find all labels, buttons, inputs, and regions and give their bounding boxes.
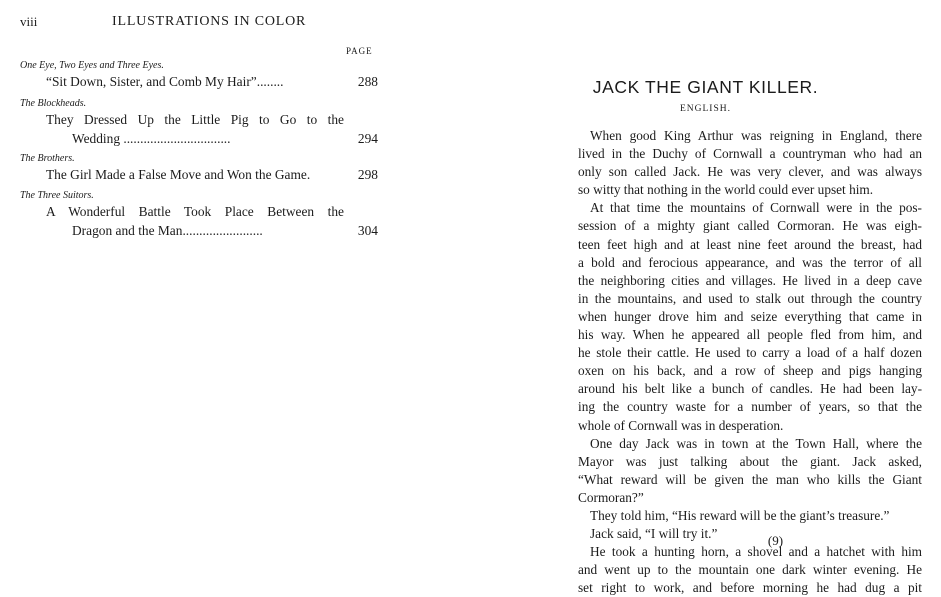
body-line: the neighboring cities and villages. He lived in a deep cave — [578, 272, 922, 288]
body-line: “What reward will be given the man who kills the Giant — [578, 471, 922, 487]
toc-entry — [20, 98, 380, 148]
toc-entry — [20, 153, 380, 184]
illustration-caption: The Girl Made a False Move and Won the Game. — [46, 167, 311, 182]
body-line: Cormoran?” — [578, 489, 644, 505]
page-number: 298 — [357, 167, 378, 182]
body-line: only son called Jack. He was very clever, and was always — [578, 164, 922, 180]
chapter-subtitle: ENGLISH. — [679, 104, 731, 114]
illustration-caption: “Sit Down, Sister, and Comb My Hair”........ — [46, 74, 284, 89]
illustration-line — [20, 202, 380, 221]
page-number: 288 — [357, 74, 378, 89]
body-line: and went up to the mountain one dark winter evening. He — [578, 562, 922, 578]
body-line: when hunger drove him and seize everything that came in — [578, 308, 922, 324]
page-folio-right: (9) — [767, 533, 784, 548]
toc-entry — [20, 190, 380, 240]
body-line: Mayor was just talking about the giant. Jack asked, — [578, 453, 922, 469]
running-title: ILLUSTRATIONS IN COLOR — [112, 14, 307, 29]
illustration-line — [20, 165, 380, 184]
page-column-label: PAGE — [346, 46, 373, 56]
story-title: The Brothers. — [20, 153, 75, 164]
illustration-caption: A Wonderful Battle Took Place Between the — [46, 204, 344, 219]
body-line: When good King Arthur was reigning in England, there — [590, 128, 922, 143]
illustration-line — [20, 221, 380, 240]
body-text — [578, 127, 922, 597]
body-line: He took a hunting horn, a shovel and a hatchet with him — [590, 544, 922, 560]
body-line: They told him, “His reward will be the giant’s treasure.” — [590, 507, 890, 523]
body-line: a bold and ferocious appearance, and was the terror of all — [578, 254, 922, 270]
illustration-caption: They Dressed Up the Little Pig to Go to the — [46, 112, 344, 127]
body-line: lived in the Duchy of Cornwall a countryman who had an — [578, 146, 922, 162]
illustration-line — [20, 129, 380, 148]
toc-entry — [20, 60, 380, 91]
page-number: 294 — [357, 131, 378, 146]
body-line: around his belt like a bunch of candles. He had been lay- — [578, 381, 922, 397]
illustration-line — [20, 72, 380, 91]
story-title: The Blockheads. — [20, 98, 87, 109]
body-line: oxen on his back, and a row of sheep and pigs hanging — [578, 363, 922, 379]
running-head — [20, 14, 380, 34]
body-line: so witty that nothing in the world could ever upset him. — [578, 182, 874, 198]
story-title: One Eye, Two Eyes and Three Eyes. — [20, 60, 164, 71]
body-line: whole of Cornwall was in desperation. — [578, 417, 784, 433]
body-line: ing the country waste for a number of years, so that the — [578, 399, 922, 415]
story-title: The Three Suitors. — [20, 190, 94, 201]
illustration-line — [20, 110, 380, 129]
body-line: At that time the mountains of Cornwall were in the pos- — [590, 200, 922, 216]
body-line: teen feet high and at least nine feet around the breast, had — [578, 236, 922, 252]
left-page — [0, 0, 470, 564]
body-line: set right to work, and before morning he had dug a pit — [578, 580, 922, 596]
body-line: One day Jack was in town at the Town Hall, where the — [590, 435, 922, 451]
page-number: 304 — [357, 223, 378, 238]
chapter-title: JACK THE GIANT KILLER. — [592, 77, 819, 97]
illustration-caption: Wedding ................................ — [72, 131, 231, 146]
illustration-caption: Dragon and the Man........................ — [72, 223, 263, 238]
right-page — [470, 0, 941, 596]
body-line: he stole their cattle. He used to carry a load of a half dozen — [578, 345, 922, 361]
body-line: his way. When he appeared all people fled from him, and — [578, 327, 922, 343]
body-line: in the mountains, and used to stalk out through the country — [578, 290, 922, 306]
page-folio: viii — [20, 14, 38, 29]
body-line: session of a mighty giant called Cormoran. He was eigh- — [578, 218, 922, 234]
body-line: Jack said, “I will try it.” — [590, 526, 718, 542]
